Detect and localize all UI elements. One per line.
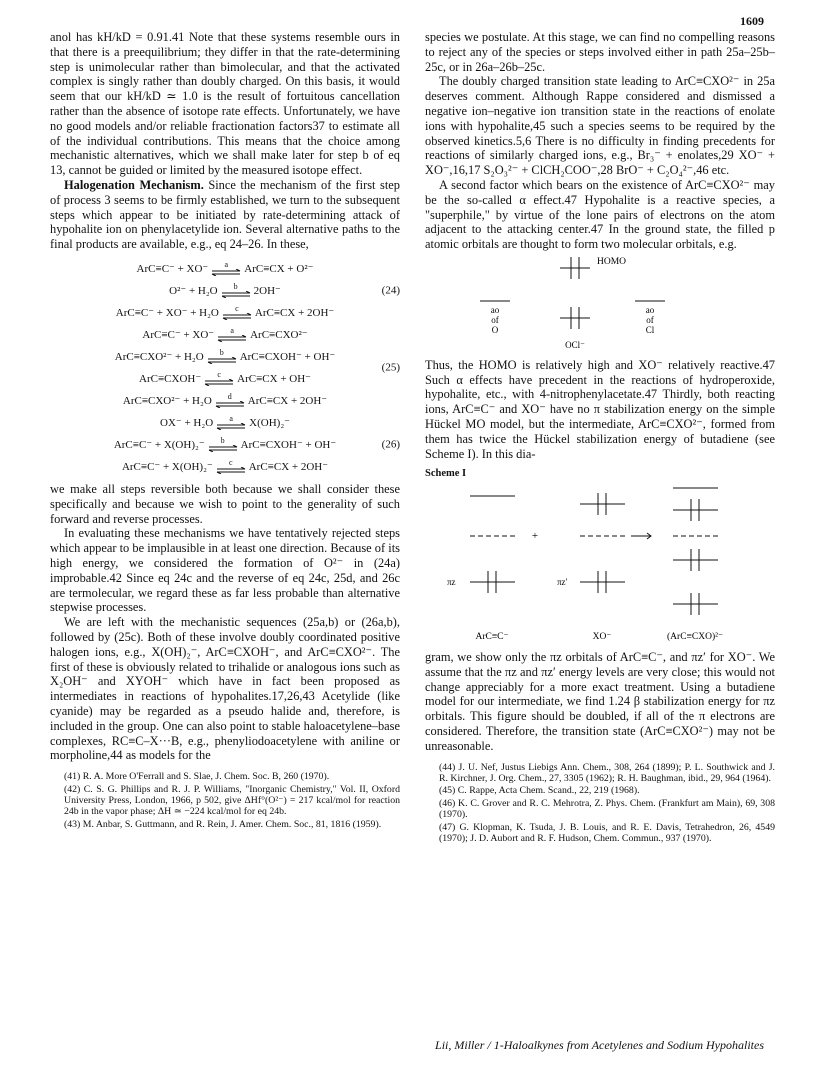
paragraph: Halogenation Mechanism. Since the mechanism of the first step of process 3 seems to be firmly established, we turn to the subsequent steps which appear to be initiated by rate-determining attack of hypohalite ion on phenylacetylide ion. Several alternative paths to the final products are available, e.g., eq 24–26. In these, — [50, 177, 400, 252]
scheme-i-diagram — [425, 484, 775, 646]
paragraph: gram, we show only the πz orbitals of ArC≡C⁻, and πz′ for XO⁻. We assume that the πz and πz′ energy levels are very close; this would not change appreciably for a more exact treatment. Using a butadiene model for our intermediate, we find 1.24 β stabilization energy for πz orbitals. This figure should be doubled, if all of the π electrons are considered. Therefore, the transition state (ArC≡CXO²⁻) may not be unreasonable. — [425, 649, 775, 753]
svg-text:ArC≡C⁻: ArC≡C⁻ — [475, 632, 509, 643]
page-number: 1609 — [740, 14, 764, 28]
footnote: (43) M. Anbar, S. Guttmann, and R. Rein, J. Amer. Chem. Soc., 81, 1816 (1959). — [64, 818, 382, 830]
scheme-title: Scheme I — [425, 468, 467, 480]
footnote: (47) G. Klopman, K. Tsuda, J. B. Louis, and R. E. Davis, Tetrahedron, 26, 4549 (1970); J. D. Aubort and R. F. Hudson, Chem. Commun., 937 (1970). — [439, 821, 775, 844]
paragraph: Thus, the HOMO is relatively high and XO⁻ relatively reactive.47 Such α effects have precedent in the reactions of hydroperoxide, hypohalite, etc., with 4-nitrophenylacetate.47 Thirdly, both reacting ions, ArC≡C⁻ and XO⁻ have no π stabilization energy on the simple Hückel MO model, but the intermediate, ArC≡CXO²⁻, formed from them has twice the Hückel stabilization energy of butadiene (see Scheme I). In this dia- — [425, 357, 775, 461]
svg-text:of: of — [646, 314, 654, 325]
paragraph: We are left with the mechanistic sequences (25a,b) or (26a,b), followed by (25c). Both of these involve doubly coordinated positive halogen ions, e.g., X(OH)₂⁻, ArC≡CXOH⁻, and ArC≡CXO²⁻. The first of these is obviously related to trihalide or analogous ions such as X₂OH⁻ and XYOH⁻ which have in fact been proposed as intermediates in reactions of hypohalites.17,26,43 Acetylide (like cyanide) may be regarded as a pseudo halide and, therefore, is included in the group. One can also point to stable haloacetylene–base complexes, RC≡C–X···B, e.g., phenyliodoacetylene with aniline or morpholine,44 as models for the — [50, 615, 400, 763]
svg-text:ao: ao — [645, 304, 655, 315]
paragraph: we make all steps reversible both because we shall consider these specifically and because we wish to point to the generality of such forward and reverse processes. — [50, 481, 400, 526]
footnote: (41) R. A. More O'Ferrall and S. Slae, J. Chem. Soc. B, 260 (1970). — [64, 771, 330, 783]
svg-text:ao: ao — [490, 304, 500, 315]
footnote: (46) K. C. Grover and R. C. Mehrotra, Z. Phys. Chem. (Frankfurt am Main), 69, 308 (1970). — [439, 797, 775, 821]
svg-text:(ArC≡CXO)²⁻: (ArC≡CXO)²⁻ — [667, 632, 723, 643]
svg-text:XO⁻: XO⁻ — [592, 632, 612, 643]
pi-z-prime-label: πz′ — [557, 577, 568, 588]
svg-text:OCl⁻: OCl⁻ — [565, 339, 585, 350]
paragraph: In evaluating these mechanisms we have tentatively rejected steps which appear to be implausible in at least one direction. Because of its high energy, we considered the formation of O²⁻ in (24a) improbable.42 Since eq 24c and the reverse of eq 24c, 25d, and 26c are termolecular, we regard these as far less probable than alternative stepwise processes. — [50, 526, 400, 615]
svg-text:Cl: Cl — [645, 324, 655, 335]
paragraph: The doubly charged transition state leading to ArC≡CXO²⁻ in 25a deserves comment. Although Rappe considered and dismissed a negative ion–negative ion transition state in the reactions of enolate ions with hypohalite,45 such a species seems to be required by the observed kinetics.5,6 There is no difficulty in finding precedents for reactions of similarly charged ions, e.g., Br₃⁻ + enolates,29 XO⁻ + XO⁻,16,17 S₂O₃²⁻ + ClCH₂COO⁻,28 BrO⁻ + C₂O₄²⁻,46 etc. — [425, 74, 775, 178]
equation-number: (24) — [381, 284, 400, 297]
paragraph: anol has kH/kD = 0.91.41 Note that these systems resemble ours in that there is a preequilibrium; they differ in that the rate-determining step is unimolecular rather than bimolecular, and that the activated complex is singly rather than doubly charged. On this basis, it would seem that our kH/kD ≃ 1.0 is the result of fortuitous cancellation rather than the absence of isotope rate effects. Unfortunately, we have no good models and/or reliable fractionation factors37 to estimate all of the individual contributions. This means that the choice among mechanistic alternatives, which we shall make later for step b of eq 13, cannot be guided or limited by the measured isotope effect. — [50, 30, 400, 178]
homo-label: HOMO — [597, 256, 627, 267]
section-heading: Halogenation Mechanism. — [64, 177, 204, 192]
footnote: (42) C. S. G. Phillips and R. J. P. Williams, "Inorganic Chemistry," Vol. II, Oxford University Press, London, 1966, p 502, give ΔHf°(O²⁻) = 217 kcal/mol for reaction 24b in the vapor phase; ΔH ≃ −224 kcal/mol for eq 24b. — [64, 783, 400, 818]
footnotes — [425, 762, 775, 845]
running-footer: Lii, Miller / 1-Haloalkynes from Acetylenes and Sodium Hypohalites — [435, 1038, 764, 1052]
footnotes — [50, 771, 400, 830]
footnote: (44) J. U. Nef, Justus Liebigs Ann. Chem., 308, 264 (1899); P. L. Southwick and J. R. Kirchner, J. Org. Chem., 27, 3305 (1962); R. H. Baughman, ibid., 29, 964 (1964). — [439, 761, 775, 784]
right-column — [425, 30, 775, 845]
svg-text:O: O — [491, 324, 499, 335]
svg-text:+: + — [531, 530, 539, 543]
mo-diagram — [425, 252, 775, 354]
equation-number: (25) — [381, 361, 400, 374]
pi-z-label: πz — [447, 577, 456, 588]
svg-text:of: of — [491, 314, 499, 325]
equation-26: OX⁻ + H₂O a X(OH)₂⁻ ArC≡C⁻ + X(OH)₂⁻ b ArC≡CXOH⁻ + OH⁻ ArC≡C⁻ + X(OH)₂⁻ c ArC≡CX + 2OH⁻ (26) — [113, 414, 400, 473]
equation-24: ArC≡C⁻ + XO⁻ a ArC≡CX + O²⁻ O²⁻ + H₂O b 2OH⁻ ArC≡C⁻ + XO⁻ + H₂O c ArC≡CX + 2OH⁻ (24) — [115, 260, 400, 319]
footnote: (45) C. Rappe, Acta Chem. Scand., 22, 219 (1968). — [439, 785, 640, 797]
equation-number: (26) — [381, 438, 400, 451]
equation-25: ArC≡C⁻ + XO⁻ a ArC≡CXO²⁻ ArC≡CXO²⁻ + H₂O b ArC≡CXOH⁻ + OH⁻ ArC≡CXOH⁻ c ArC≡CX + OH⁻ ArC≡CXO²⁻ + H₂O d ArC≡CX + 2OH⁻ (25) — [114, 326, 400, 407]
equation-block — [50, 258, 400, 478]
paragraph: A second factor which bears on the existence of ArC≡CXO²⁻ may be the so-called α effect.47 Hypohalite is a reactive species, a "superphile," by virtue of the lone pairs of electrons on the atom adjacent to the attacking center.47 In the ground state, the filled p atomic orbitals are thought to form two molecular orbitals, e.g. — [425, 177, 775, 252]
paragraph: species we postulate. At this stage, we can find no compelling reasons to reject any of the species or steps involved either in path 25a–25b–25c, or in 26a–26b–25c. — [425, 30, 775, 74]
left-column — [50, 30, 400, 831]
